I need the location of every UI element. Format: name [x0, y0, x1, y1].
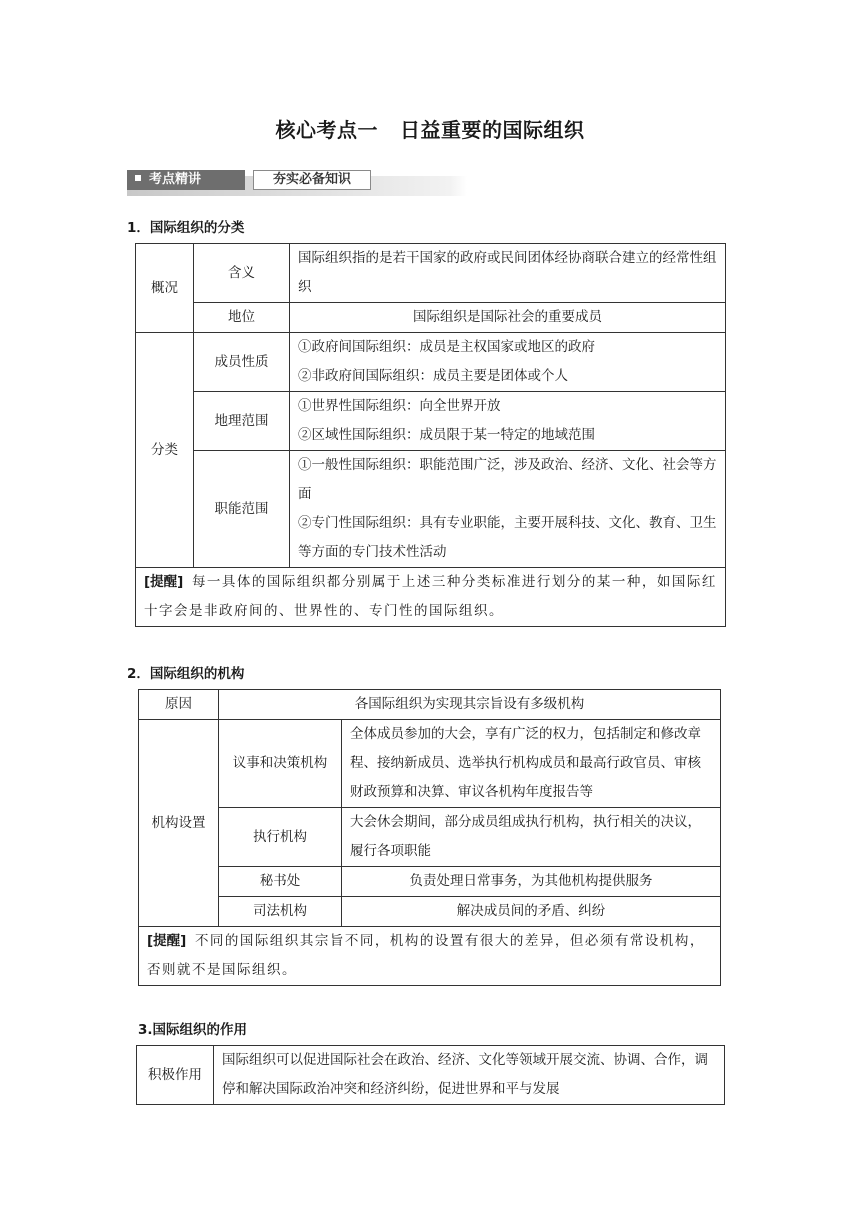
status-text: 国际组织是国际社会的重要成员 — [290, 303, 726, 333]
deliberative-text: 全体成员参加的大会，享有广泛的权力，包括制定和修改章程、接纳新成员、选举执行机构成员和最高行政官员、审核财政预算和决算、审议各机构年度报告等 — [342, 720, 721, 808]
member-nature-item-1: ①政府间国际组织：成员是主权国家或地区的政府 — [298, 339, 595, 355]
table-row — [139, 867, 721, 897]
table-row — [136, 244, 726, 303]
structure-table — [138, 689, 721, 986]
classification-table — [135, 243, 726, 627]
table-row — [139, 690, 721, 720]
geo-scope-text — [290, 392, 726, 451]
executive-label: 执行机构 — [219, 808, 342, 867]
function-scope-text — [290, 451, 726, 568]
secretariat-text: 负责处理日常事务，为其他机构提供服务 — [342, 867, 721, 897]
section-2-heading: 2．国际组织的机构 — [127, 666, 245, 682]
member-nature-item-2: ②非政府间国际组织：成员主要是团体或个人 — [298, 368, 568, 384]
function-scope-label: 职能范围 — [194, 451, 290, 568]
table-row — [136, 451, 726, 568]
role-table — [136, 1045, 725, 1105]
meaning-label: 含义 — [194, 244, 290, 303]
secretariat-label: 秘书处 — [219, 867, 342, 897]
table-row — [136, 392, 726, 451]
table-row — [137, 1046, 725, 1105]
function-scope-item-2: ②专门性国际组织：具有专业职能，主要开展科技、文化、教育、卫生等方面的专门技术性活动 — [298, 515, 717, 560]
reminder-text: 每一具体的国际组织都分别属于上述三种分类标准进行划分的某一种，如国际红十字会是非政府间的、世界性的、专门性的国际组织。 — [144, 574, 717, 619]
reminder-cell — [139, 927, 721, 986]
judicial-text: 解决成员间的矛盾、纠纷 — [342, 897, 721, 927]
member-nature-label: 成员性质 — [194, 333, 290, 392]
square-bullet-icon — [135, 175, 141, 181]
section-3-heading: 3.国际组织的作用 — [138, 1022, 248, 1038]
title-part-2: 日益重要的国际组织 — [400, 118, 585, 142]
banner-light-tab — [253, 170, 371, 190]
table-row — [136, 303, 726, 333]
member-nature-text — [290, 333, 726, 392]
page-title — [0, 114, 860, 143]
function-scope-item-1: ①一般性国际组织：职能范围广泛，涉及政治、经济、文化、社会等方面 — [298, 457, 717, 502]
reminder-text: 不同的国际组织其宗旨不同，机构的设置有很大的差异，但必须有常设机构，否则就不是国际组织。 — [147, 933, 705, 978]
meaning-text: 国际组织指的是若干国家的政府或民间团体经协商联合建立的经常性组织 — [290, 244, 726, 303]
table-row — [139, 897, 721, 927]
banner-right-label: 夯实必备知识 — [272, 172, 351, 187]
positive-role-text: 国际组织可以促进国际社会在政治、经济、文化等领域开展交流、协调、合作，调停和解决国际政治冲突和经济纠纷，促进世界和平与发展 — [214, 1046, 725, 1105]
judicial-label: 司法机构 — [219, 897, 342, 927]
reminder-label: [提醒] — [147, 933, 187, 949]
reminder-label: [提醒] — [144, 574, 184, 590]
status-label: 地位 — [194, 303, 290, 333]
geo-scope-label: 地理范围 — [194, 392, 290, 451]
overview-label: 概况 — [136, 244, 194, 333]
classify-label: 分类 — [136, 333, 194, 568]
table-row — [139, 808, 721, 867]
section-banner — [127, 168, 467, 196]
banner-dark-tab — [127, 170, 245, 190]
deliberative-label: 议事和决策机构 — [219, 720, 342, 808]
table-row — [136, 333, 726, 392]
geo-scope-item-2: ②区域性国际组织：成员限于某一特定的地域范围 — [298, 427, 595, 443]
banner-left-label: 考点精讲 — [149, 172, 202, 187]
reminder-cell — [136, 568, 726, 627]
table-row — [136, 568, 726, 627]
executive-text: 大会休会期间，部分成员组成执行机构，执行相关的决议，履行各项职能 — [342, 808, 721, 867]
table-row — [139, 720, 721, 808]
setup-label: 机构设置 — [139, 720, 219, 927]
reason-text: 各国际组织为实现其宗旨设有多级机构 — [219, 690, 721, 720]
title-part-1: 核心考点一 — [275, 118, 378, 142]
geo-scope-item-1: ①世界性国际组织：向全世界开放 — [298, 398, 501, 414]
table-row — [139, 927, 721, 986]
section-1-heading: 1．国际组织的分类 — [127, 220, 245, 236]
reason-label: 原因 — [139, 690, 219, 720]
positive-role-label: 积极作用 — [137, 1046, 214, 1105]
